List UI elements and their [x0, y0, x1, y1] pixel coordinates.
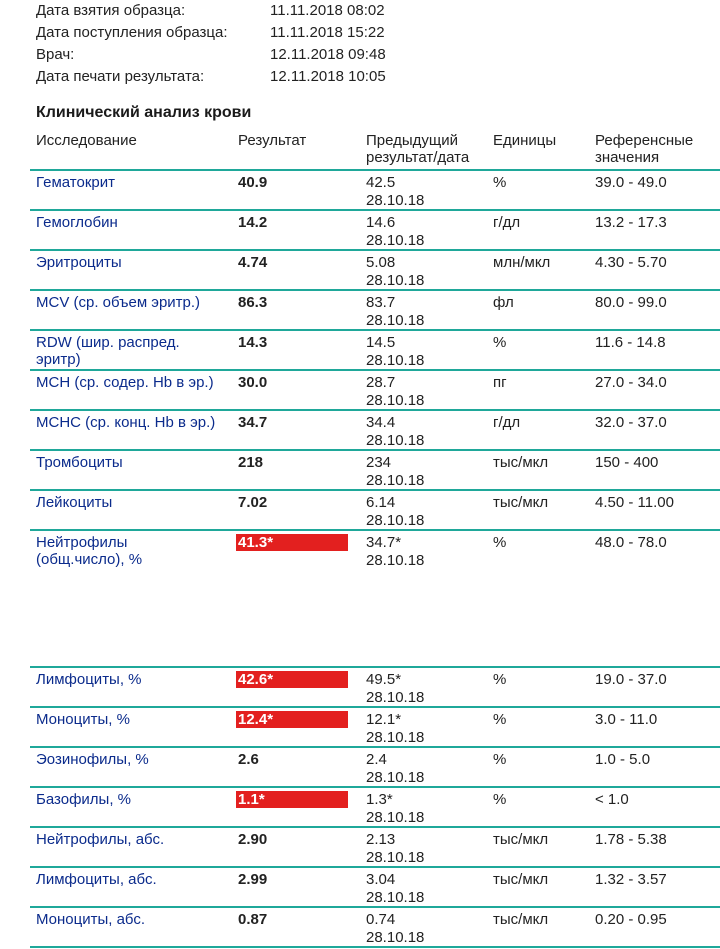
units: тыс/мкл [493, 831, 549, 848]
row-divider [30, 169, 720, 171]
previous-value: 83.7 [366, 294, 396, 311]
result-value: 0.87 [238, 911, 268, 928]
result-value: 86.3 [238, 294, 268, 311]
previous-date: 28.10.18 [366, 769, 425, 786]
previous-result [366, 534, 424, 570]
previous-date: 28.10.18 [366, 352, 425, 369]
units: % [493, 334, 507, 351]
reference-range: 48.0 - 78.0 [595, 534, 667, 551]
previous-date: 28.10.18 [366, 392, 425, 409]
test-name-line2: (общ.число), % [36, 551, 143, 568]
table-row [0, 292, 720, 332]
previous-date: 28.10.18 [366, 272, 425, 289]
test-name-line1: Нейтрофилы [36, 534, 128, 551]
previous-result [366, 214, 424, 250]
result-value: 2.6 [238, 751, 259, 768]
reference-range: 13.2 - 17.3 [595, 214, 667, 231]
test-name [36, 494, 236, 511]
table-row [0, 492, 720, 532]
test-name-line2: эритр) [36, 351, 81, 368]
units: тыс/мкл [493, 911, 549, 928]
meta-label: Дата взятия образца: [36, 2, 186, 19]
test-name-line1: Гемоглобин [36, 214, 118, 231]
test-name [36, 294, 236, 311]
test-name [36, 751, 236, 768]
previous-value: 0.74 [366, 911, 396, 928]
table-row [0, 669, 720, 709]
previous-value: 34.4 [366, 414, 396, 431]
previous-value: 28.7 [366, 374, 396, 391]
result-value: 14.3 [238, 334, 268, 351]
previous-date: 28.10.18 [366, 432, 425, 449]
previous-date: 28.10.18 [366, 809, 425, 826]
column-header-previous-line2: результат/дата [366, 149, 470, 166]
test-name-line1: Эозинофилы, % [36, 751, 149, 768]
test-name-line1: Нейтрофилы, абс. [36, 831, 165, 848]
table-row [0, 829, 720, 869]
previous-result [366, 911, 424, 947]
reference-range: 11.6 - 14.8 [595, 334, 666, 351]
previous-value: 1.3* [366, 791, 393, 808]
previous-value: 12.1* [366, 711, 402, 728]
table-row [0, 212, 720, 252]
previous-result [366, 374, 424, 410]
table-row [0, 532, 720, 572]
result-value: 14.2 [238, 214, 268, 231]
result-value: 2.99 [238, 871, 268, 888]
previous-result [366, 791, 424, 827]
table-row [0, 869, 720, 909]
result-value-flagged: 1.1* [236, 791, 348, 808]
previous-date: 28.10.18 [366, 512, 425, 529]
reference-range: 3.0 - 11.0 [595, 711, 658, 728]
units: тыс/мкл [493, 454, 549, 471]
units: пг [493, 374, 507, 391]
units: % [493, 751, 507, 768]
table-row [0, 909, 720, 949]
previous-value: 14.5 [366, 334, 396, 351]
previous-result [366, 751, 424, 787]
units: % [493, 711, 507, 728]
units: % [493, 174, 507, 191]
column-header-units: Единицы [493, 132, 557, 149]
table-row [0, 332, 720, 372]
test-name-line1: Эритроциты [36, 254, 122, 271]
reference-range: 39.0 - 49.0 [595, 174, 667, 191]
column-header-result: Результат [238, 132, 307, 149]
reference-range: 32.0 - 37.0 [595, 414, 667, 431]
previous-value: 6.14 [366, 494, 396, 511]
test-name [36, 454, 236, 471]
test-name [36, 374, 236, 391]
previous-date: 28.10.18 [366, 192, 425, 209]
test-name [36, 214, 236, 231]
test-name-line1: Базофилы, % [36, 791, 131, 808]
test-name-line1: MCH (ср. содер. Hb в эр.) [36, 374, 214, 391]
column-header-reference [595, 132, 693, 166]
meta-label: Дата поступления образца: [36, 24, 228, 41]
table-row [0, 452, 720, 492]
column-header-previous-line1: Предыдущий [366, 132, 459, 149]
result-value: 7.02 [238, 494, 268, 511]
result-value-flagged: 12.4* [236, 711, 348, 728]
previous-value: 2.4 [366, 751, 387, 768]
reference-range: < 1.0 [595, 791, 629, 808]
previous-result [366, 174, 424, 210]
previous-date: 28.10.18 [366, 472, 425, 489]
previous-value: 5.08 [366, 254, 396, 271]
units: фл [493, 294, 514, 311]
result-value-flagged: 42.6* [236, 671, 348, 688]
previous-value: 14.6 [366, 214, 396, 231]
test-name [36, 711, 236, 728]
meta-label: Дата печати результата: [36, 68, 205, 85]
reference-range: 19.0 - 37.0 [595, 671, 667, 688]
column-header-reference-line1: Референсные [595, 132, 694, 149]
test-name [36, 911, 236, 928]
test-name-line1: Гематокрит [36, 174, 115, 191]
previous-result [366, 254, 424, 290]
column-header-test: Исследование [36, 132, 137, 149]
table-row [0, 252, 720, 292]
units: тыс/мкл [493, 494, 549, 511]
table-row [0, 789, 720, 829]
result-value-flagged: 41.3* [236, 534, 348, 551]
test-name-line1: MCV (ср. объем эритр.) [36, 294, 201, 311]
previous-result [366, 294, 424, 330]
column-header-previous [366, 132, 469, 166]
units: г/дл [493, 214, 521, 231]
previous-date: 28.10.18 [366, 929, 425, 946]
previous-date: 28.10.18 [366, 312, 425, 329]
test-name-line1: Тромбоциты [36, 454, 123, 471]
result-value: 40.9 [238, 174, 268, 191]
table-row [0, 372, 720, 412]
result-value: 4.74 [238, 254, 268, 271]
units: млн/мкл [493, 254, 551, 271]
test-name [36, 671, 236, 688]
previous-date: 28.10.18 [366, 232, 425, 249]
test-name-line1: Моноциты, абс. [36, 911, 146, 928]
reference-range: 80.0 - 99.0 [595, 294, 667, 311]
table-row [0, 749, 720, 789]
reference-range: 0.20 - 0.95 [595, 911, 667, 928]
result-value: 34.7 [238, 414, 268, 431]
previous-date: 28.10.18 [366, 689, 425, 706]
test-name [36, 254, 236, 271]
previous-date: 28.10.18 [366, 889, 425, 906]
test-name [36, 414, 236, 431]
meta-label: Врач: [36, 46, 75, 63]
previous-value: 234 [366, 454, 392, 471]
table-row [0, 709, 720, 749]
reference-range: 1.0 - 5.0 [595, 751, 651, 768]
test-name [36, 791, 236, 808]
previous-value: 42.5 [366, 174, 396, 191]
previous-result [366, 334, 424, 370]
table-row [0, 412, 720, 452]
previous-result [366, 494, 424, 530]
previous-value: 3.04 [366, 871, 396, 888]
previous-result [366, 871, 424, 907]
row-divider [30, 666, 720, 668]
reference-range: 1.78 - 5.38 [595, 831, 667, 848]
previous-value: 2.13 [366, 831, 396, 848]
test-name-line1: Моноциты, % [36, 711, 130, 728]
result-value: 30.0 [238, 374, 268, 391]
result-value: 2.90 [238, 831, 268, 848]
column-header-reference-line2: значения [595, 149, 660, 166]
meta-value: 11.11.2018 08:02 [270, 2, 385, 19]
previous-result [366, 454, 424, 490]
result-value: 218 [238, 454, 264, 471]
reference-range: 150 - 400 [595, 454, 659, 471]
previous-date: 28.10.18 [366, 552, 425, 569]
test-name [36, 831, 236, 848]
units: % [493, 791, 507, 808]
section-title: Клинический анализ крови [36, 104, 252, 121]
test-name [36, 871, 236, 888]
table-row [0, 172, 720, 212]
test-name-line1: MCHC (ср. конц. Hb в эр.) [36, 414, 216, 431]
units: % [493, 671, 507, 688]
previous-date: 28.10.18 [366, 849, 425, 866]
test-name-line1: Лейкоциты [36, 494, 113, 511]
reference-range: 27.0 - 34.0 [595, 374, 667, 391]
meta-value: 12.11.2018 10:05 [270, 68, 386, 85]
units: % [493, 534, 507, 551]
units: г/дл [493, 414, 521, 431]
meta-value: 11.11.2018 15:22 [270, 24, 385, 41]
test-name [36, 534, 236, 568]
reference-range: 1.32 - 3.57 [595, 871, 667, 888]
previous-result [366, 671, 424, 707]
meta-value: 12.11.2018 09:48 [270, 46, 386, 63]
previous-result [366, 414, 424, 450]
previous-result [366, 831, 424, 867]
test-name [36, 334, 236, 368]
previous-date: 28.10.18 [366, 729, 425, 746]
reference-range: 4.50 - 11.00 [595, 494, 674, 511]
reference-range: 4.30 - 5.70 [595, 254, 667, 271]
previous-result [366, 711, 424, 747]
units: тыс/мкл [493, 871, 549, 888]
test-name-line1: Лимфоциты, абс. [36, 871, 157, 888]
test-name-line1: RDW (шир. распред. [36, 334, 180, 351]
previous-value: 49.5* [366, 671, 402, 688]
test-name [36, 174, 236, 191]
test-name-line1: Лимфоциты, % [36, 671, 142, 688]
previous-value: 34.7* [366, 534, 402, 551]
